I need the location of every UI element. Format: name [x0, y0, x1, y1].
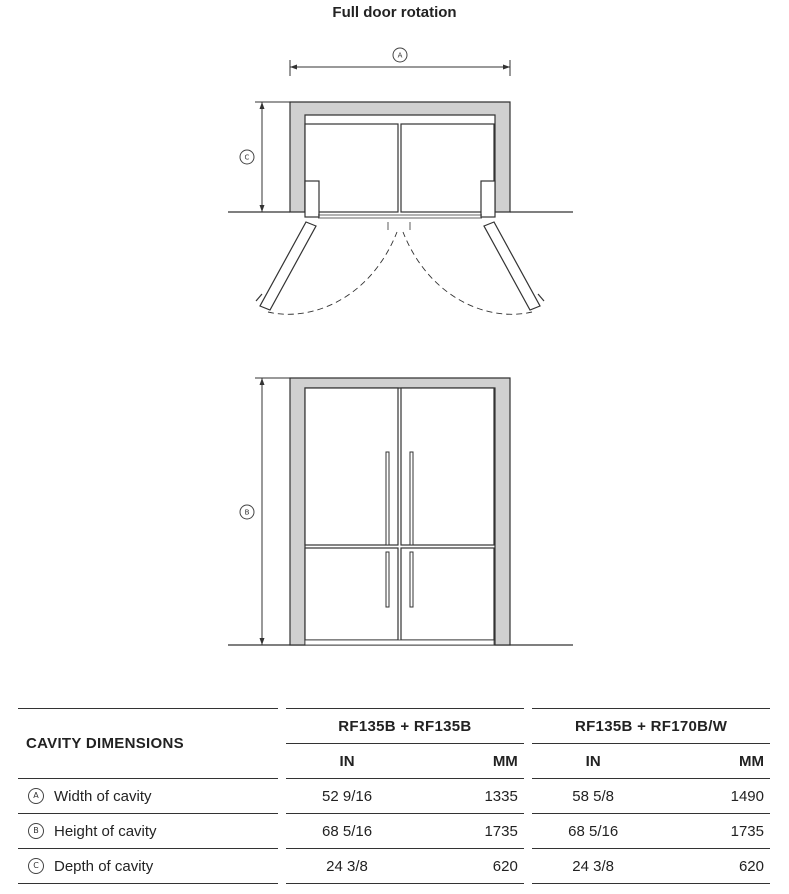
marker-b — [240, 505, 254, 519]
row-label: Height of cavity — [54, 822, 157, 840]
unit-header: MM — [492, 752, 518, 770]
svg-text:C: C — [244, 153, 250, 162]
table-row — [18, 849, 770, 884]
table-cell: 24 3/8 — [532, 849, 654, 884]
table-cell: 52 9/16 — [286, 779, 408, 814]
table-row — [18, 814, 770, 849]
table-cell: 1490 — [654, 779, 770, 814]
marker-a-icon: A — [28, 788, 44, 804]
table-cell: 68 5/16 — [532, 814, 654, 849]
table-cell: 1735 — [408, 814, 524, 849]
marker-a — [393, 48, 407, 62]
unit-header: IN — [585, 752, 601, 770]
marker-b-icon: B — [28, 823, 44, 839]
unit-header: IN — [339, 752, 355, 770]
marker-c — [240, 150, 254, 164]
table-cell: 58 5/8 — [532, 779, 654, 814]
table-cell: 24 3/8 — [286, 849, 408, 884]
table-cell: 1735 — [654, 814, 770, 849]
row-label: Width of cavity — [54, 787, 152, 805]
cavity-dimensions-table — [18, 708, 770, 884]
table-cell: 620 — [408, 849, 524, 884]
svg-text:A: A — [397, 51, 403, 60]
model-header-2: RF135B + RF170B/W — [532, 709, 770, 744]
row-label: Depth of cavity — [54, 857, 154, 875]
table-cell: 1335 — [408, 779, 524, 814]
front-view-diagram — [228, 378, 573, 645]
table-row — [18, 779, 770, 814]
svg-text:B: B — [244, 508, 250, 517]
unit-header: MM — [739, 752, 764, 770]
table-cell: 620 — [654, 849, 770, 884]
page-title: Full door rotation — [332, 4, 457, 21]
model-header-1: RF135B + RF135B — [286, 709, 524, 744]
marker-c-icon: C — [28, 858, 44, 874]
table-cell: 68 5/16 — [286, 814, 408, 849]
top-view-diagram — [228, 60, 573, 314]
cavity-dimensions-header: CAVITY DIMENSIONS — [18, 709, 278, 779]
